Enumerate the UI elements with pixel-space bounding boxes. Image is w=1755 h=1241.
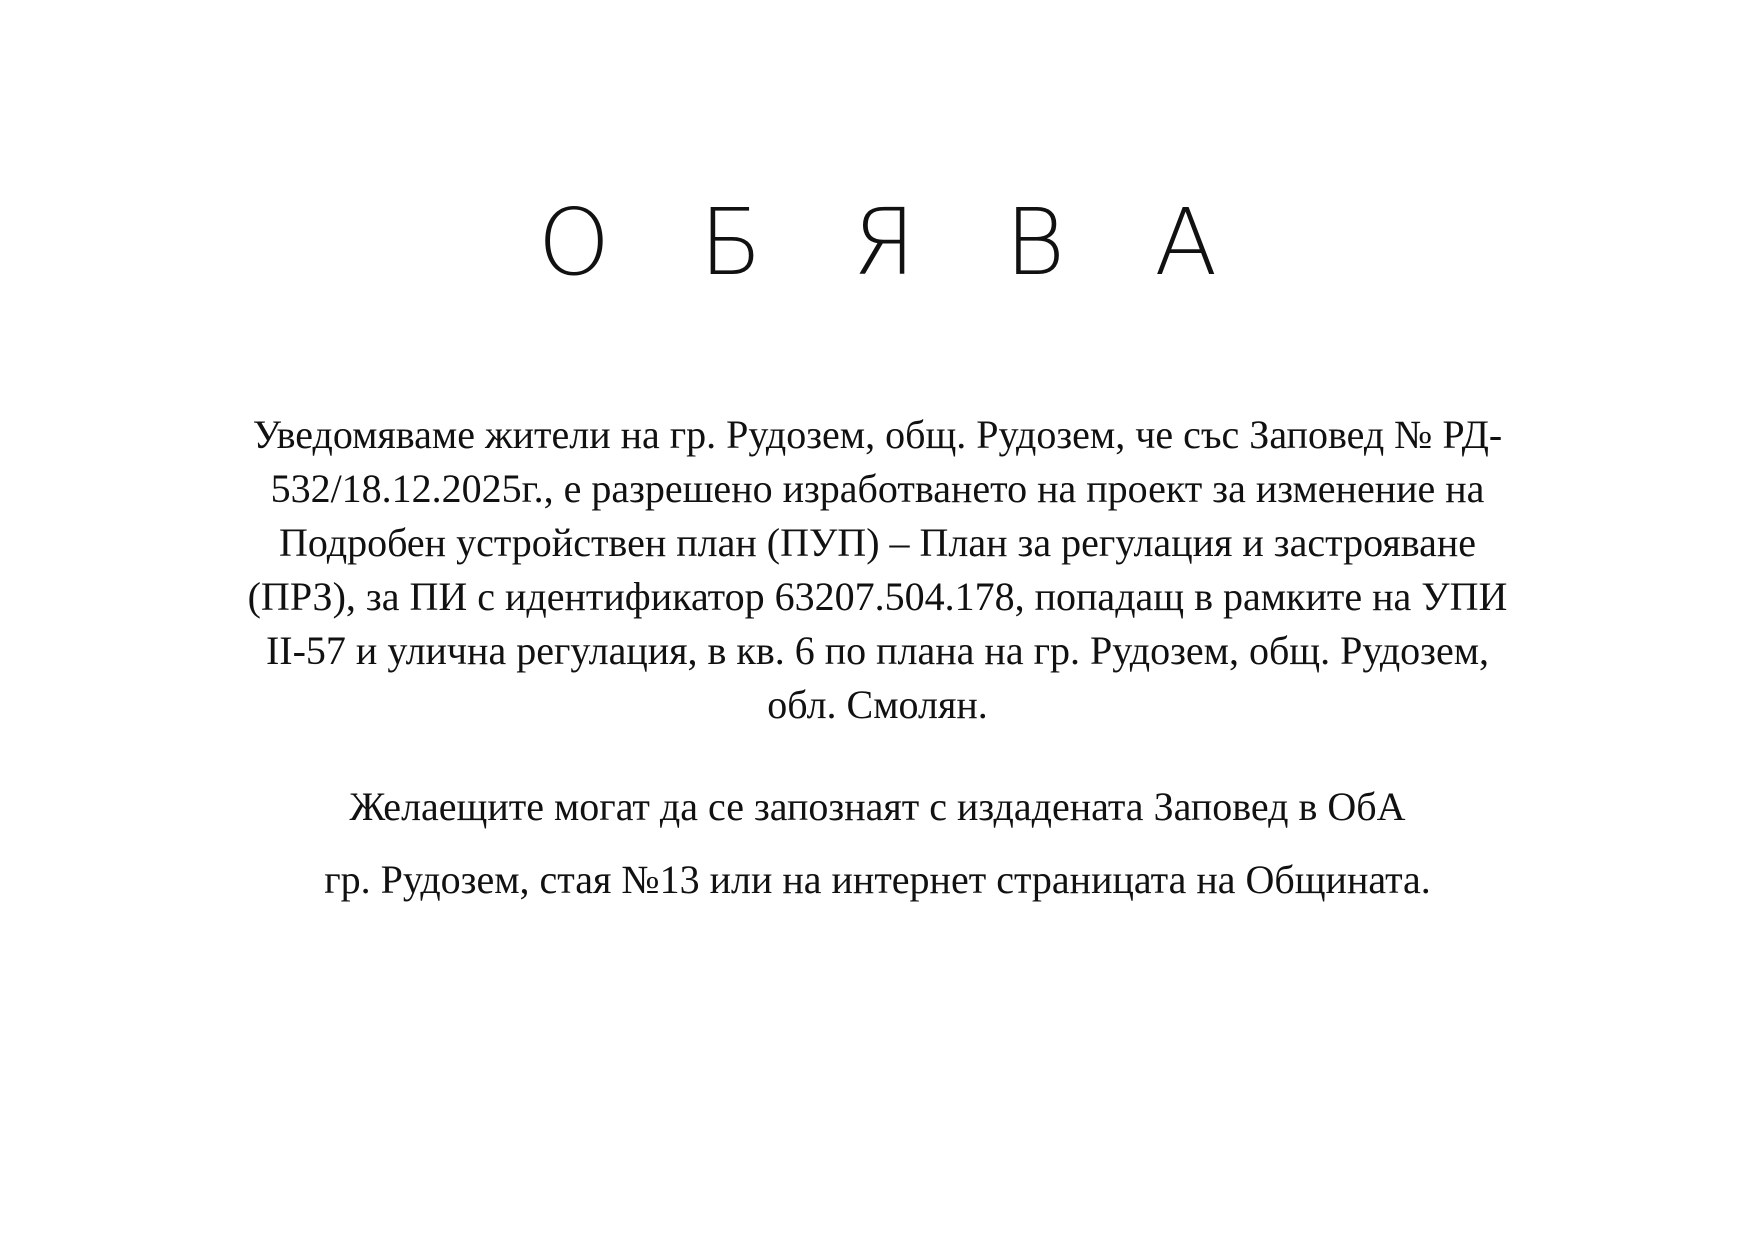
paragraph-line: обл. Смолян. [767, 682, 988, 727]
paragraph-line: II-57 и улична регулация, в кв. 6 по плана на гр. Рудозем, общ. Рудозем, [265, 628, 1490, 673]
announcement-paragraph [140, 408, 1615, 732]
paragraph-line: Подробен устройствен план (ПУП) – План за регулация и застрояване [279, 520, 1476, 565]
paragraph-line: 532/18.12.2025г., е разрешено изработването на проект за изменение на [270, 466, 1485, 511]
paragraph-line: (ПРЗ), за ПИ с идентификатор 63207.504.178, попадащ в рамките на УПИ [247, 574, 1508, 619]
closing-line-1: Желаещите могат да се запознаят с издадената Заповед в ОбА [349, 784, 1406, 829]
document-title: О Б Я В А [537, 189, 1248, 296]
closing-line-2: гр. Рудозем, стая №13 или на интернет страницата на Общината. [324, 857, 1431, 902]
paragraph-line: Уведомяваме жители на гр. Рудозем, общ. Рудозем, че със Заповед № РД- [252, 412, 1503, 457]
